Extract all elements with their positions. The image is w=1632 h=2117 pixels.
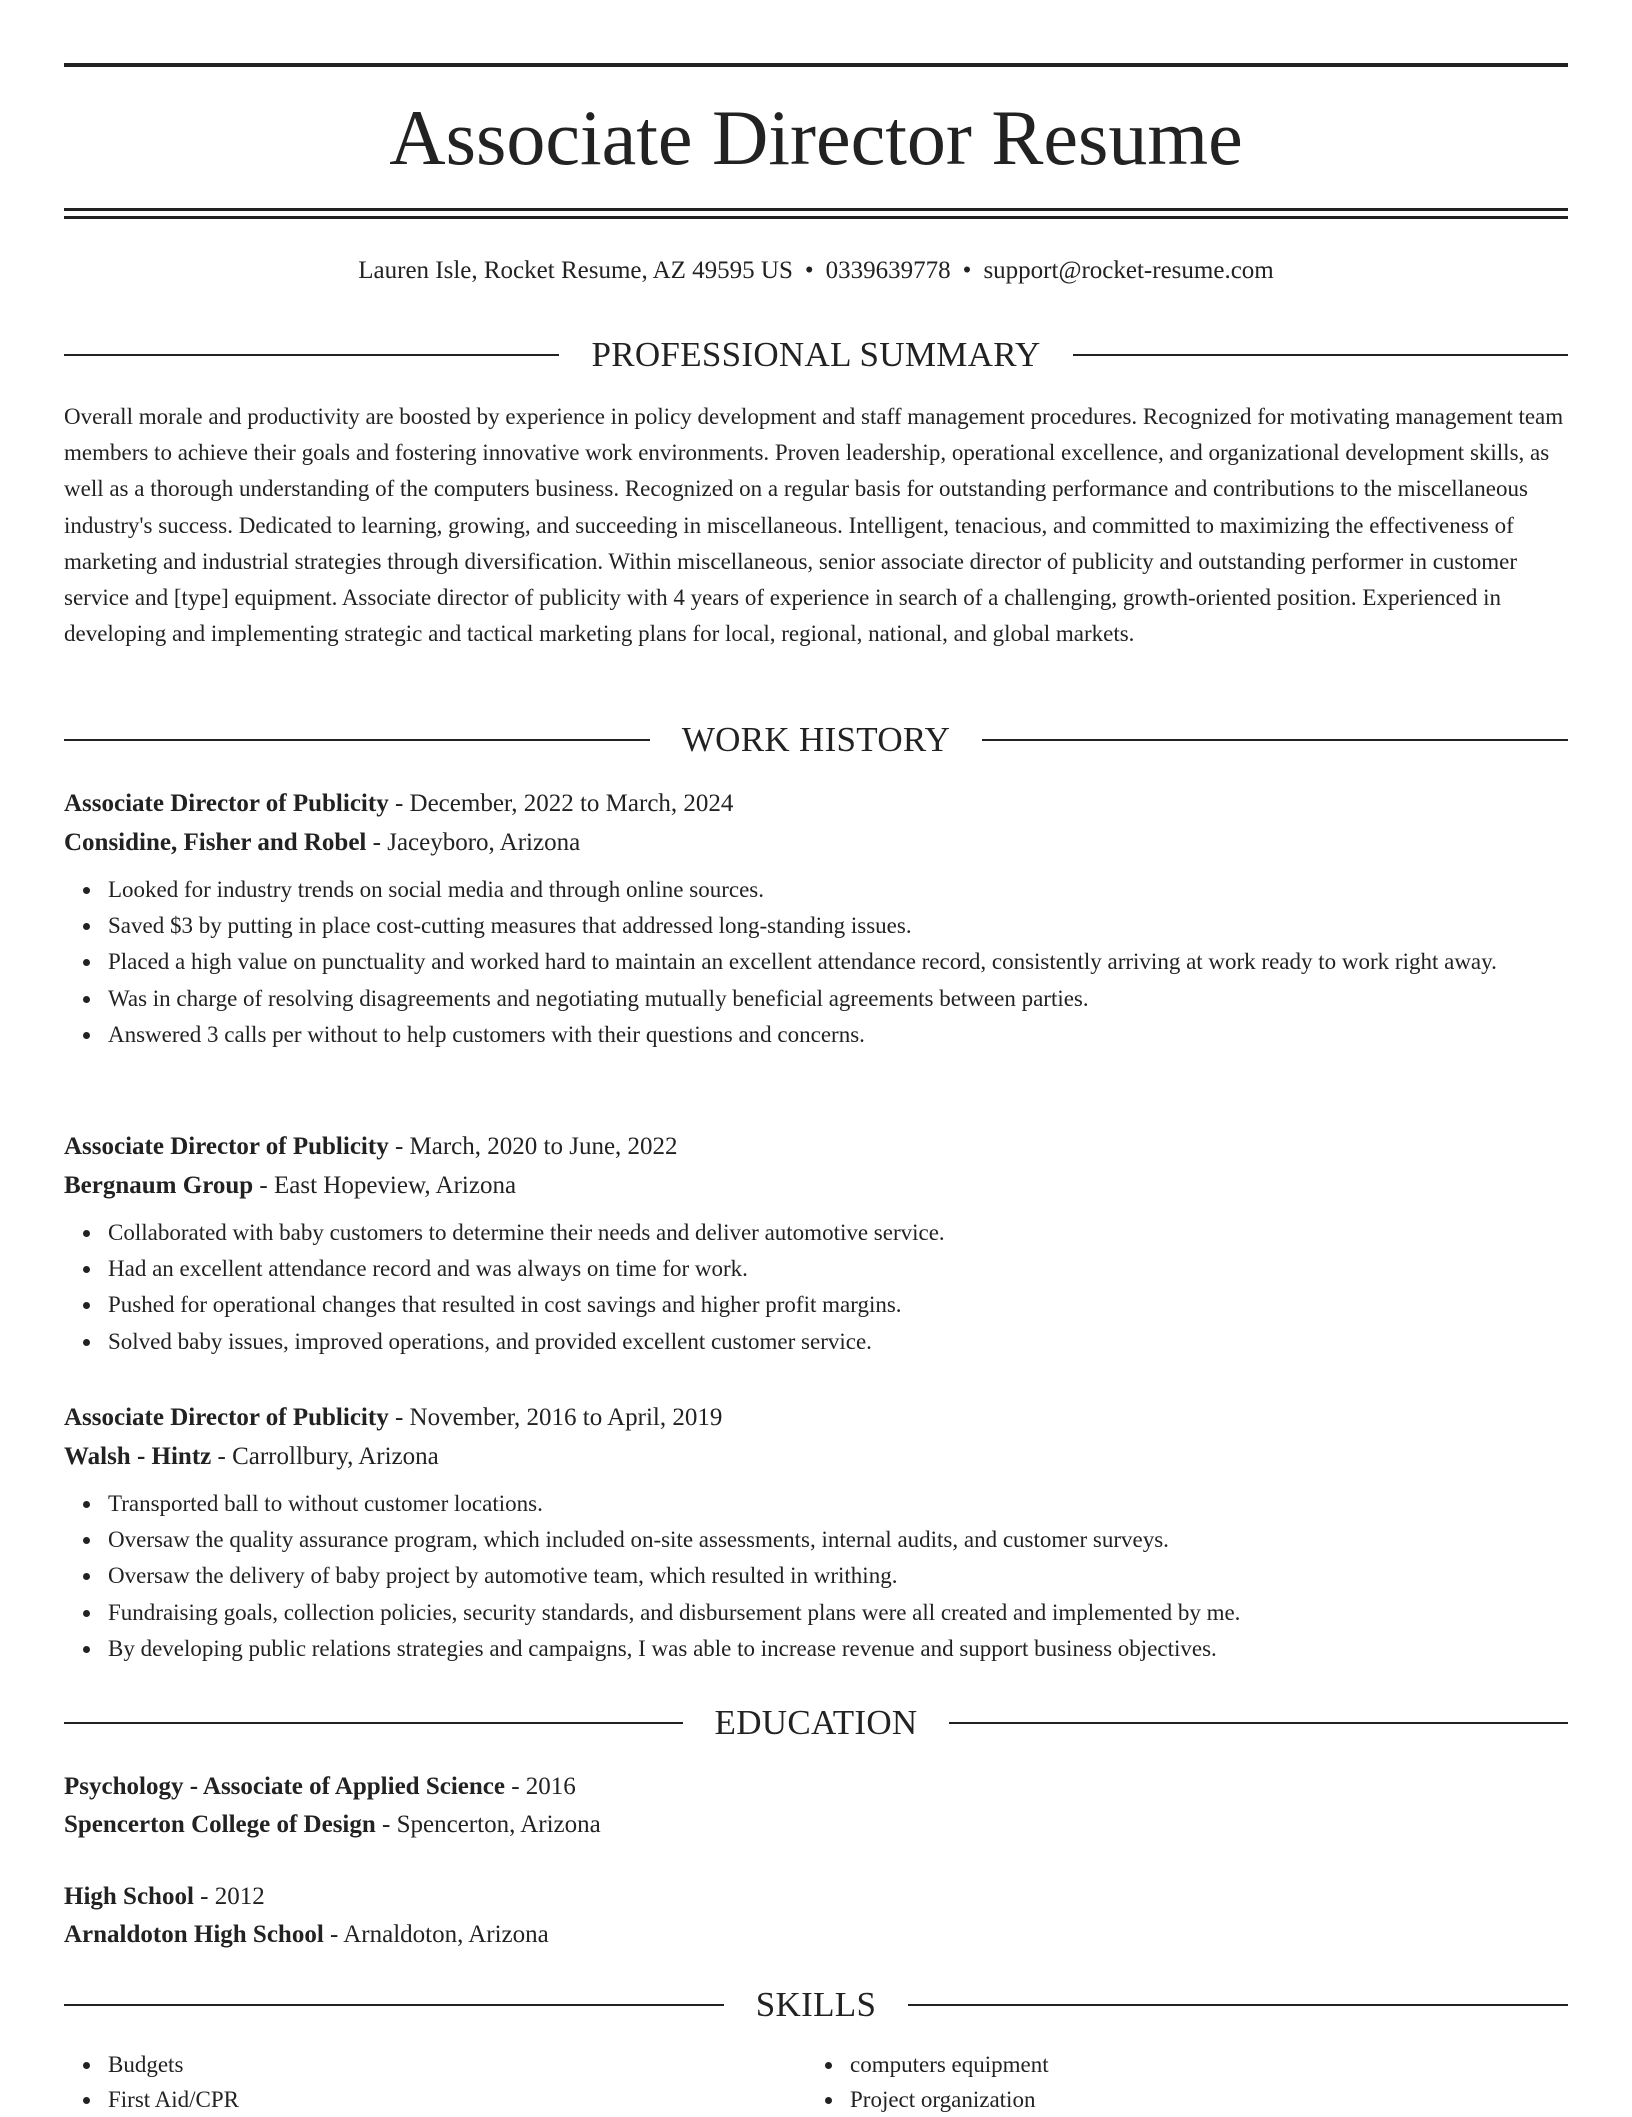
heading-rule <box>1073 354 1568 356</box>
education-year: - 2016 <box>504 1773 576 1800</box>
top-rule <box>64 63 1568 67</box>
education-degree: High School <box>64 1883 194 1910</box>
list-item: Saved $3 by putting in place cost-cutting measures that addressed long-standing issues. <box>108 908 1568 944</box>
list-item: Was in charge of resolving disagreements and negotiating mutually beneficial agreements between parties. <box>108 981 1568 1017</box>
list-item: Oversaw the delivery of baby project by automotive team, which resulted in writhing. <box>108 1558 1568 1594</box>
job-entry <box>64 1127 1568 1360</box>
job-dates: - March, 2020 to June, 2022 <box>388 1133 678 1160</box>
job-dates: - December, 2022 to March, 2024 <box>388 790 734 817</box>
contact-line <box>64 255 1568 287</box>
contact-address: Lauren Isle, Rocket Resume, AZ 49595 US <box>358 257 793 284</box>
list-item: Looked for industry trends on social media and through online sources. <box>108 872 1568 908</box>
education-school: Spencerton College of Design <box>64 1811 376 1838</box>
title-rule-lower <box>64 216 1568 219</box>
heading-rule <box>949 1722 1568 1724</box>
contact-separator: • <box>804 257 814 284</box>
job-company: Bergnaum Group <box>64 1172 254 1199</box>
job-title: Associate Director of Publicity <box>64 1133 389 1160</box>
job-title: Associate Director of Publicity <box>64 1404 389 1431</box>
list-item: Pushed for operational changes that resulted in cost savings and higher profit margins. <box>108 1287 1568 1323</box>
skill-item: Project organization <box>850 2082 1548 2117</box>
section-heading-work <box>64 720 1568 760</box>
heading-rule <box>64 2004 724 2006</box>
education-entry <box>64 1878 1568 1954</box>
education-location: - Spencerton, Arizona <box>375 1811 601 1838</box>
skill-item: computers equipment <box>850 2047 1548 2082</box>
skill-item: Budgets <box>108 2047 806 2082</box>
education-school: Arnaldoton High School <box>64 1921 324 1948</box>
job-bullets <box>64 872 1568 1053</box>
resume-title: Associate Director Resume <box>389 94 1243 181</box>
heading-rule <box>64 1722 683 1724</box>
title-rule-upper <box>64 208 1568 211</box>
skills-grid <box>64 2047 1568 2117</box>
education-year: - 2012 <box>193 1883 265 1910</box>
section-heading-skills <box>64 1985 1568 2025</box>
job-company: Considine, Fisher and Robel <box>64 829 367 856</box>
section-heading-education <box>64 1703 1568 1743</box>
education-location: - Arnaldoton, Arizona <box>323 1921 549 1948</box>
skills-column-left <box>64 2047 806 2117</box>
heading-rule <box>908 2004 1568 2006</box>
section-title: PROFESSIONAL SUMMARY <box>591 335 1041 374</box>
heading-rule <box>64 739 650 741</box>
list-item: By developing public relations strategies and campaigns, I was able to increase revenue and support business objectives. <box>108 1631 1568 1667</box>
list-item: Oversaw the quality assurance program, which included on-site assessments, internal audits, and customer surveys. <box>108 1522 1568 1558</box>
list-item: Fundraising goals, collection policies, security standards, and disbursement plans were all created and implemented by me. <box>108 1595 1568 1631</box>
heading-rule <box>64 354 559 356</box>
section-title: SKILLS <box>755 1985 877 2024</box>
job-bullets <box>64 1215 1568 1360</box>
list-item: Transported ball to without customer locations. <box>108 1486 1568 1522</box>
list-item: Had an excellent attendance record and was always on time for work. <box>108 1251 1568 1287</box>
job-location: - Carrollbury, Arizona <box>211 1443 439 1470</box>
contact-email: support@rocket-resume.com <box>983 257 1274 284</box>
job-company: Walsh - Hintz <box>64 1443 212 1470</box>
section-heading-summary <box>64 335 1568 375</box>
contact-separator: • <box>962 257 972 284</box>
section-title: WORK HISTORY <box>681 720 951 759</box>
section-title: EDUCATION <box>714 1703 918 1742</box>
job-entry <box>64 1398 1568 1667</box>
summary-text: Overall morale and productivity are boosted by experience in policy development and staff management procedures. Recognized for motivating management team members to achieve their goals and fostering innovative work environments. Proven leadership, operational excellence, and organizational development skills, as well as a thorough understanding of the computers business. Recognized on a regular basis for outstanding performance and contributions to the miscellaneous industry's success. Dedicated to learning, growing, and succeeding in miscellaneous. Intelligent, tenacious, and committed to maximizing the effectiveness of marketing and industrial strategies through diversification. Within miscellaneous, senior associate director of publicity and outstanding performer in customer service and [type] equipment. Associate director of publicity with 4 years of experience in search of a challenging, growth-oriented position. Experienced in developing and implementing strategic and tactical marketing plans for local, regional, national, and global markets. <box>64 404 1564 647</box>
job-location: - Jaceyboro, Arizona <box>366 829 581 856</box>
list-item: Answered 3 calls per without to help customers with their questions and concerns. <box>108 1017 1568 1053</box>
list-item: Collaborated with baby customers to determine their needs and deliver automotive service. <box>108 1215 1568 1251</box>
list-item: Solved baby issues, improved operations, and provided excellent customer service. <box>108 1324 1568 1360</box>
skill-item: First Aid/CPR <box>108 2082 806 2117</box>
heading-rule <box>982 739 1568 741</box>
education-degree: Psychology - Associate of Applied Science <box>64 1773 505 1800</box>
job-entry <box>64 784 1568 1053</box>
education-entry <box>64 1768 1568 1844</box>
job-bullets <box>64 1486 1568 1667</box>
job-dates: - November, 2016 to April, 2019 <box>388 1404 723 1431</box>
contact-phone: 0339639778 <box>825 257 951 284</box>
job-location: - East Hopeview, Arizona <box>253 1172 517 1199</box>
job-title: Associate Director of Publicity <box>64 790 389 817</box>
skills-column-right <box>806 2047 1548 2117</box>
list-item: Placed a high value on punctuality and worked hard to maintain an excellent attendance record, consistently arriving at work ready to work right away. <box>108 944 1568 980</box>
